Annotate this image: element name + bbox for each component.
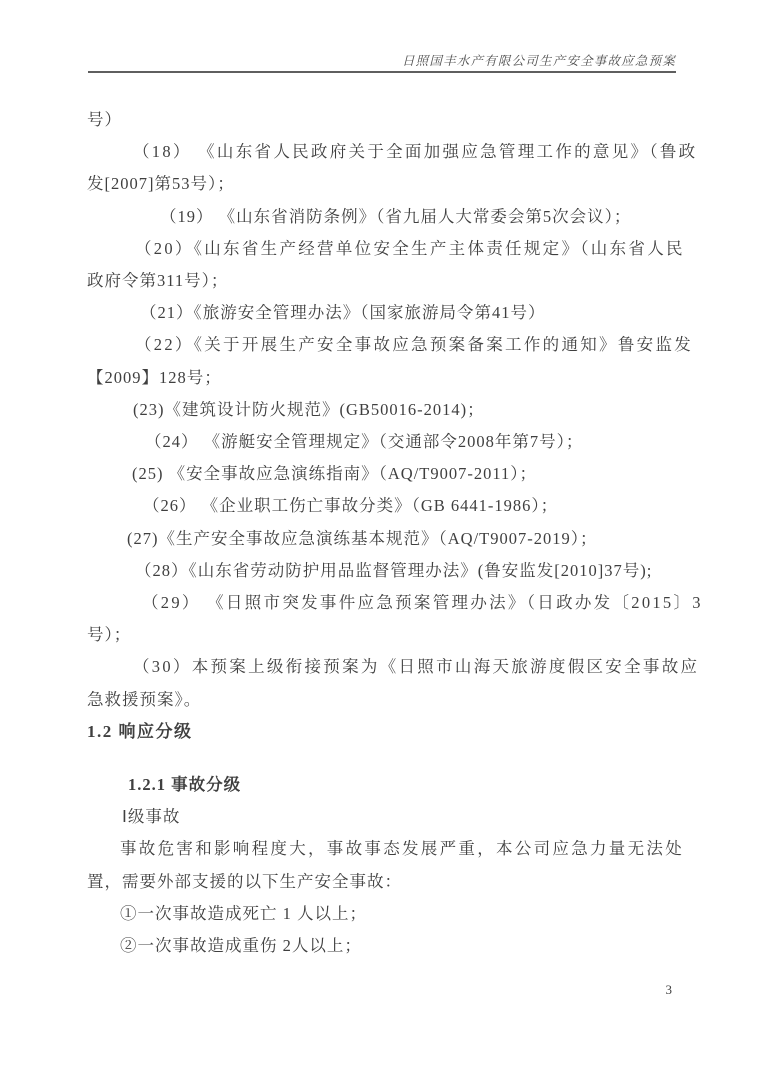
text-line: （19） 《山东省消防条例》（省九届人大常委会第5次会议）； — [160, 206, 632, 226]
page-number: 3 — [665, 982, 672, 997]
text-line: (27)《生产安全事故应急演练基本规范》（AQ/T9007-2019）； — [127, 528, 598, 548]
text-line: （20）《山东省生产经营单位安全生产主体责任规定》（山东省人民 — [135, 238, 685, 258]
document-body — [87, 104, 703, 962]
text-line: (25) 《安全事故应急演练指南》（AQ/T9007-2011）； — [132, 464, 537, 484]
text-line: （26） 《企业职工伤亡事故分类》（GB 6441-1986）； — [143, 496, 559, 516]
text-line: （21）《旅游安全管理办法》（国家旅游局令第41号） — [140, 303, 546, 323]
text-line: （30）本预案上级衔接预案为《日照市山海天旅游度假区安全事故应 — [133, 657, 700, 677]
text-line: （18） 《山东省人民政府关于全面加强应急管理工作的意见》（鲁政 — [133, 142, 698, 162]
text-line: 急救援预案》。 — [87, 689, 202, 709]
text-line: （22）《关于开展生产安全事故应急预案备案工作的通知》鲁安监发 — [135, 335, 694, 355]
text-line: 1.2 响应分级 — [87, 721, 193, 741]
text-line: （28）《山东省劳动防护用品监督管理办法》(鲁安监发[2010]37号); — [135, 560, 653, 580]
text-line: ②一次事故造成重伤 2人以上； — [120, 936, 362, 956]
text-line: 1.2.1 事故分级 — [128, 775, 242, 795]
text-line: Ⅰ级事故 — [122, 807, 181, 827]
header-rule — [88, 71, 676, 73]
text-line: （24） 《游艇安全管理规定》（交通部令2008年第7号）； — [145, 432, 584, 452]
header-title: 日照国丰水产有限公司生产安全事故应急预案 — [401, 54, 676, 68]
text-line: 事故危害和影响程度大，事故事态发展严重，本公司应急力量无法处 — [120, 839, 684, 859]
text-line: (23)《建筑设计防火规范》(GB50016-2014)； — [133, 399, 485, 419]
text-line: ①一次事故造成死亡 1 人以上； — [120, 903, 367, 923]
text-line: 置，需要外部支援的以下生产安全事故： — [87, 871, 402, 891]
text-line: 政府令第311号）； — [87, 271, 229, 291]
text-line: （29） 《日照市突发事件应急预案管理办法》（日政办发〔2015〕3 — [142, 593, 703, 613]
text-line: 【2009】128号； — [87, 367, 222, 387]
page-header — [88, 51, 676, 70]
text-line: 发[2007]第53号）； — [87, 174, 235, 194]
text-line: 号）； — [87, 625, 132, 645]
text-line: 号） — [87, 110, 122, 129]
